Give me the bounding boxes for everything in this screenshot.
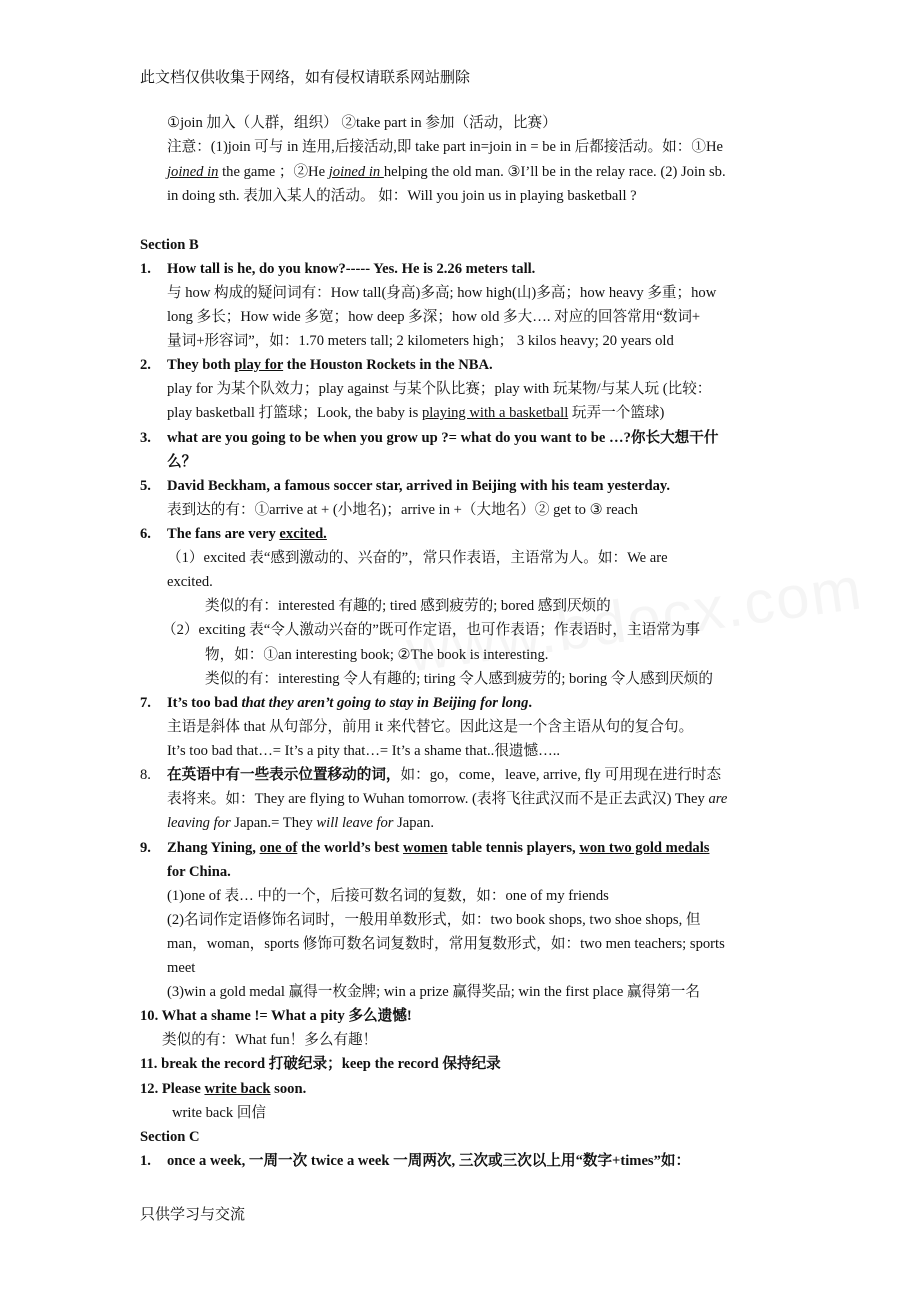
item-9-line-4: meet [167, 960, 196, 976]
item-1-line-3: 量词+形容词”，如：1.70 meters tall; 2 kilometers high； 3 kilos heavy; 20 years old [167, 333, 674, 349]
intro-line-2: 注意：(1)join 可与 in 连用,后接活动,即 take part in=join in = be in 后都接活动。如：①He [167, 139, 723, 155]
item-9-line-5: (3)win a gold medal 赢得一枚金牌; win a prize 赢得奖品; win the first place 赢得第一名 [167, 984, 700, 1000]
item-9-heading-cont: for China. [167, 864, 231, 880]
item-6-heading: The fans are very excited. [167, 526, 327, 542]
item-1-line-2: long 多长；How wide 多宽；how deep 多深；how old 多大…. 对应的回答常用“数词+ [167, 309, 701, 325]
item-6-line-4: （2）exciting 表“令人激动兴奋的”既可作定语，也可作表语；作表语时，主语常为事 [162, 622, 700, 638]
item-7-heading: It’s too bad that they aren’t going to stay in Beijing for long. [167, 695, 533, 711]
item-6-line-1: （1）excited 表“感到激动的、兴奋的”，常只作表语，主语常为人。如：We are [167, 550, 668, 566]
item-9-line-1: (1)one of 表… 中的一个，后接可数名词的复数，如：one of my friends [167, 888, 609, 904]
item-2-heading: They both play for the Houston Rockets in the NBA. [167, 357, 493, 373]
item-9-line-3: man，woman，sports 修饰可数名词复数时，常用复数形式，如：two men teachers; sports [167, 936, 725, 952]
item-6-line-6: 类似的有：interesting 令人有趣的; tiring 令人感到疲劳的; boring 令人感到厌烦的 [205, 671, 713, 687]
item-8-line-3: leaving for Japan.= They will leave for Japan. [167, 815, 434, 831]
item-9-heading: Zhang Yining, one of the world’s best women table tennis players, won two gold medals [167, 840, 710, 856]
intro-line-4: in doing sth. 表加入某人的活动。 如：Will you join us in playing basketball ? [167, 188, 637, 204]
item-2-line-1: play for 为某个队效力；play against 与某个队比赛；play with 玩某物/与某人玩 (比较： [167, 381, 712, 397]
item-2-line-2: play basketball 打篮球；Look, the baby is playing with a basketball 玩弄一个篮球) [167, 405, 665, 421]
item-6-line-2: excited. [167, 574, 213, 590]
item-6-line-5: 物，如：①an interesting book; ②The book is interesting. [205, 647, 549, 663]
page-footer: 只供学习与交流 [140, 1207, 246, 1223]
italic-joined-in-2: joined in [328, 164, 384, 180]
item-8-line-2: 表将来。如：They are flying to Wuhan tomorrow. (表将飞往武汉而不是正去武汉) They are [167, 791, 728, 807]
item-3-heading-cont: 么？ [167, 454, 197, 470]
item-7-line-2: It’s too bad that…= It’s a pity that…= It’s a shame that..很遗憾….. [167, 743, 561, 759]
item-3-heading: what are you going to be when you grow up ?= what do you want to be …?你长大想干什 [167, 430, 719, 446]
item-1-line-1: 与 how 构成的疑问词有：How tall(身高)多高; how high(山)多高；how heavy 多重；how [167, 285, 717, 301]
item-8-number: 8. [140, 767, 151, 783]
section-c-title: Section C [140, 1129, 200, 1145]
page-header: 此文档仅供收集于网络，如有侵权请联系网站删除 [140, 70, 471, 86]
intro-line-1: ①join 加入（人群，组织） ②take part in 参加（活动，比赛） [167, 115, 557, 131]
item-9-line-2: (2)名词作定语修饰名词时，一般用单数形式，如：two book shops, two shoe shops, 但 [167, 912, 701, 928]
item-5-line-1: 表到达的有：①arrive at + (小地名)；arrive in +（大地名）② get to ③ reach [167, 502, 638, 518]
item-5-heading: David Beckham, a famous soccer star, arrived in Beijing with his team yesterday. [167, 478, 671, 494]
item-12-heading: 12. Please write back soon. [140, 1081, 307, 1097]
item-1-heading: How tall is he, do you know?----- Yes. He is 2.26 meters tall. [167, 261, 536, 277]
section-c-item-1-number: 1. [140, 1153, 151, 1169]
item-1-number: 1. [140, 261, 151, 277]
section-b-title: Section B [140, 237, 199, 253]
italic-joined-in: joined in [167, 164, 219, 180]
item-8-line-1: 在英语中有一些表示位置移动的词，如：go，come，leave, arrive, fly 可用现在进行时态 [167, 767, 722, 783]
item-6-number: 6. [140, 526, 151, 542]
item-10-heading: 10. What a shame != What a pity 多么遗憾! [140, 1008, 412, 1024]
item-9-number: 9. [140, 840, 151, 856]
item-5-number: 5. [140, 478, 151, 494]
item-3-number: 3. [140, 430, 151, 446]
item-6-line-3: 类似的有：interested 有趣的; tired 感到疲劳的; bored 感到厌烦的 [205, 598, 611, 614]
intro-line-3: joined in the game ；②He joined in helping the old man. ③I’ll be in the relay race. (2) Join sb. [167, 164, 726, 180]
item-2-number: 2. [140, 357, 151, 373]
item-10-line-1: 类似的有：What fun！多么有趣！ [162, 1032, 378, 1048]
item-7-number: 7. [140, 695, 151, 711]
section-c-item-1-heading: once a week, 一周一次 twice a week 一周两次, 三次或三次以上用“数字+times”如： [167, 1153, 691, 1169]
item-11-heading: 11. break the record 打破纪录；keep the record 保持纪录 [140, 1056, 501, 1072]
item-12-line-1: write back 回信 [172, 1105, 267, 1121]
item-7-line-1: 主语是斜体 that 从句部分，前用 it 来代替它。因此这是一个含主语从句的复合句。 [167, 719, 694, 735]
